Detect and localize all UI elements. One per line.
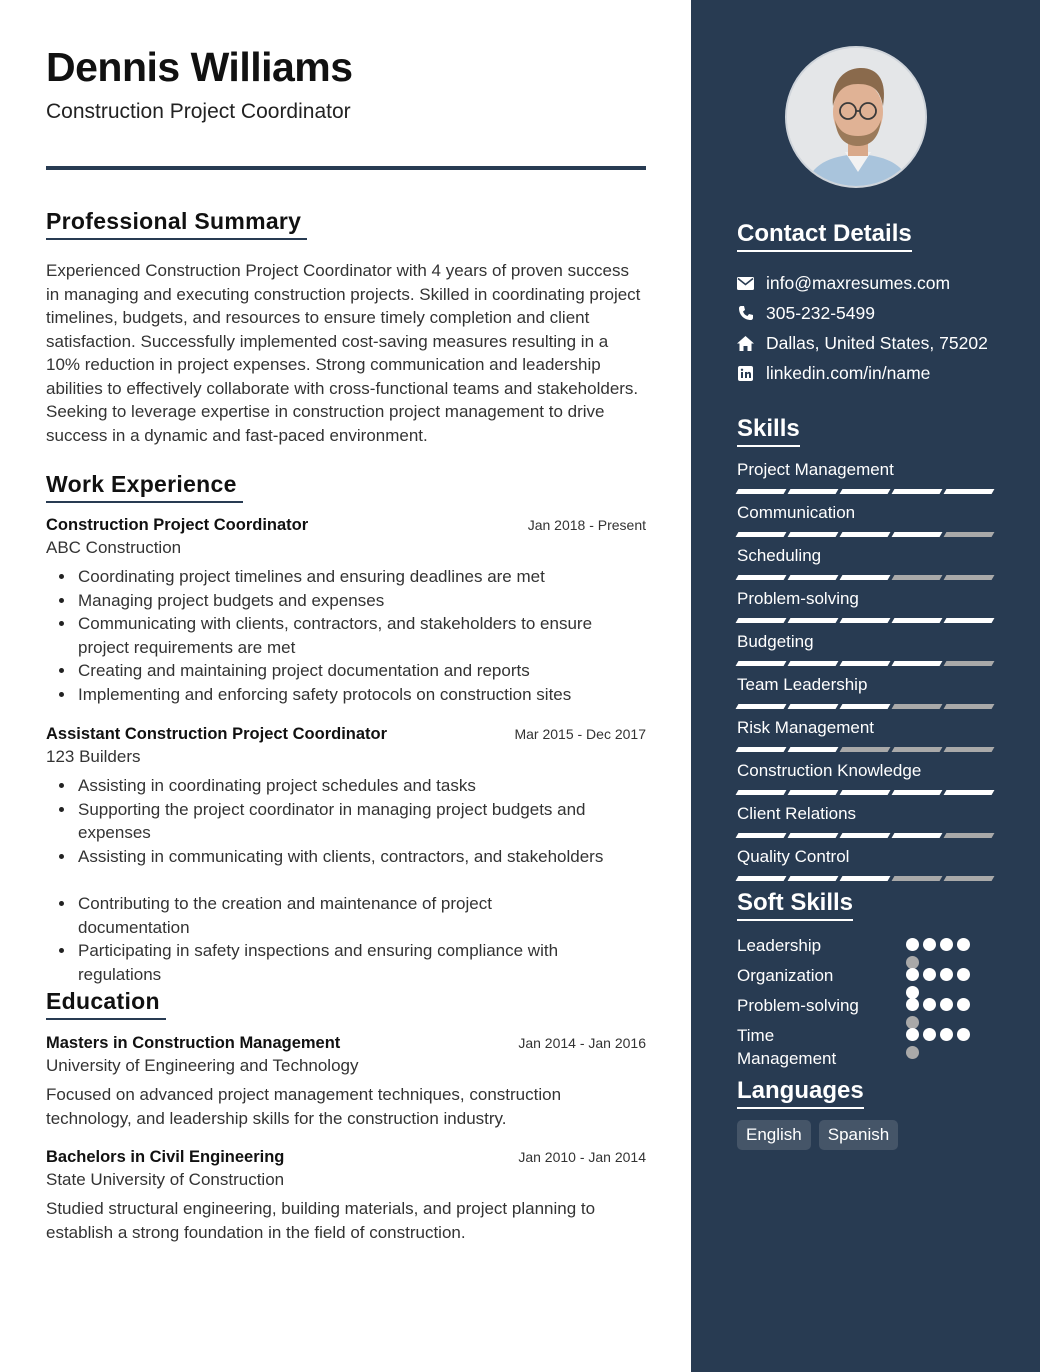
education-entry (46, 1034, 646, 1130)
list-item: Supporting the project coordinator in managing project budgets and expenses (46, 798, 646, 845)
candidate-name: Dennis Williams (46, 44, 353, 90)
soft-skill-name: Time Management (737, 1026, 837, 1068)
degree-title: Bachelors in Civil Engineering (46, 1148, 285, 1166)
skill-level-segment (944, 833, 995, 838)
skill-level-segment (788, 489, 839, 494)
skill-level-segment (892, 661, 943, 666)
skill-level-segment (840, 790, 891, 795)
skill-level-segment (840, 661, 891, 666)
rating-dot (940, 968, 953, 981)
phone-text: 305-232-5499 (766, 302, 875, 323)
skill-level-segment (788, 532, 839, 537)
skill-name: Quality Control (737, 847, 850, 866)
experience-heading: Work Experience (46, 471, 243, 503)
skill-level-segment (944, 790, 995, 795)
skill-name: Project Management (737, 460, 894, 479)
skill-level-segment (840, 747, 891, 752)
list-item: Assisting in coordinating project schedules and tasks (46, 774, 646, 798)
skill-level-segment (892, 876, 943, 881)
soft-skill-name: Leadership (737, 936, 822, 955)
degree-title: Masters in Construction Management (46, 1034, 341, 1052)
languages-list (737, 1120, 898, 1150)
rating-dot (906, 1028, 919, 1041)
address-text: Dallas, United States, 75202 (766, 332, 988, 353)
rating-dot (923, 998, 936, 1011)
skill-level-segment (892, 833, 943, 838)
skill-level-segment (892, 489, 943, 494)
education-entry (46, 1148, 646, 1244)
soft-skill-item (737, 934, 977, 957)
summary-text: Experienced Construction Project Coordinator with 4 years of proven success in managing and executing construction projects. Skilled in coordinating project timelines, budgets, and resources to ensure timely completion and client satisfaction. Successfully implemented cost-saving measures resulting in a 10% reduction in project expenses. Strong communication and leadership abilities to effectively collaborate with cross-functional teams and stakeholders. Seeking to leverage expertise in construction project management to drive success in a dynamic and fast-paced environment. (46, 261, 641, 445)
job-company: ABC Construction (46, 538, 182, 557)
skill-level-segment (944, 661, 995, 666)
skill-level-segment (944, 489, 995, 494)
skill-level-segment (788, 575, 839, 580)
contact-phone[interactable] (737, 298, 988, 328)
skill-level-segment (736, 575, 787, 580)
skill-item (737, 804, 993, 838)
home-icon (737, 335, 754, 352)
list-item: Assisting in communicating with clients, contractors, and stakeholders (46, 845, 646, 869)
skill-level-bar (737, 618, 993, 623)
rating-dot (940, 938, 953, 951)
skill-level-segment (892, 790, 943, 795)
skill-item (737, 589, 993, 623)
skill-item (737, 718, 993, 752)
rating-dot (906, 968, 919, 981)
job-entry (46, 516, 646, 706)
rating-dot (940, 998, 953, 1011)
contact-list (737, 268, 988, 388)
skill-level-segment (736, 661, 787, 666)
job-company: 123 Builders (46, 747, 141, 766)
skill-level-segment (736, 876, 787, 881)
skill-level-segment (788, 833, 839, 838)
skill-level-segment (892, 575, 943, 580)
contact-heading: Contact Details (737, 220, 912, 252)
skill-name: Client Relations (737, 804, 857, 823)
skill-level-segment (944, 704, 995, 709)
job-title: Assistant Construction Project Coordinator (46, 725, 388, 743)
soft-skill-item (737, 1024, 977, 1070)
skill-level-bar (737, 833, 993, 838)
rating-dot (957, 968, 970, 981)
email-text: info@maxresumes.com (766, 272, 951, 293)
skill-name: Construction Knowledge (737, 761, 922, 780)
rating-dot (957, 1028, 970, 1041)
skills-heading: Skills (737, 415, 800, 447)
skill-level-bar (737, 489, 993, 494)
job-bullets (46, 774, 646, 986)
skill-level-segment (840, 833, 891, 838)
candidate-role: Construction Project Coordinator (46, 100, 351, 123)
summary-heading: Professional Summary (46, 208, 307, 240)
skill-name: Scheduling (737, 546, 822, 565)
soft-skill-name: Problem-solving (737, 996, 859, 1015)
skill-level-segment (736, 747, 787, 752)
skill-level-segment (736, 618, 787, 623)
skill-item (737, 847, 993, 881)
skill-level-bar (737, 876, 993, 881)
rating-dot (957, 998, 970, 1011)
skill-level-segment (736, 833, 787, 838)
skill-level-segment (788, 790, 839, 795)
school-name: State University of Construction (46, 1170, 285, 1189)
skill-level-segment (788, 618, 839, 623)
skill-level-bar (737, 661, 993, 666)
rating-dot (923, 938, 936, 951)
skill-level-segment (944, 575, 995, 580)
contact-linkedin[interactable] (737, 358, 988, 388)
skill-level-segment (840, 575, 891, 580)
skill-level-segment (944, 532, 995, 537)
linkedin-icon (737, 365, 754, 382)
soft-skill-name: Organization (737, 966, 834, 985)
languages-heading: Languages (737, 1077, 864, 1109)
skill-level-segment (944, 876, 995, 881)
skill-level-segment (788, 661, 839, 666)
skill-name: Problem-solving (737, 589, 859, 608)
skill-level-segment (840, 489, 891, 494)
rating-dot (906, 938, 919, 951)
skill-item (737, 546, 993, 580)
job-entry (46, 725, 646, 986)
skill-level-segment (840, 532, 891, 537)
skill-level-bar (737, 575, 993, 580)
skill-level-bar (737, 532, 993, 537)
skill-item (737, 503, 993, 537)
rating-dot (923, 1028, 936, 1041)
job-title: Construction Project Coordinator (46, 516, 309, 534)
envelope-icon (737, 275, 754, 292)
skill-item (737, 675, 993, 709)
skill-level-segment (892, 704, 943, 709)
school-name: University of Engineering and Technology (46, 1056, 359, 1075)
rating-dot (940, 1028, 953, 1041)
skill-level-bar (737, 704, 993, 709)
list-item: Implementing and enforcing safety protocols on construction sites (46, 683, 646, 707)
skill-item (737, 761, 993, 795)
skill-name: Team Leadership (737, 675, 868, 694)
education-description: Focused on advanced project management techniques, construction technology, and leadership skills for the construction industry. (46, 1085, 562, 1128)
contact-email[interactable] (737, 268, 988, 298)
list-item: Managing project budgets and expenses (46, 589, 646, 613)
rating-dot (906, 1046, 919, 1059)
skill-level-segment (788, 704, 839, 709)
education-description: Studied structural engineering, building materials, and project planning to establish a strong foundation in the field of construction. (46, 1199, 596, 1242)
language-tag: Spanish (819, 1120, 898, 1150)
profile-photo (785, 46, 927, 188)
list-item: Coordinating project timelines and ensuring deadlines are met (46, 565, 646, 589)
education-date: Jan 2010 - Jan 2014 (518, 1149, 646, 1165)
soft-skill-item (737, 964, 977, 987)
rating-dot (923, 968, 936, 981)
rating-dot (957, 938, 970, 951)
skill-item (737, 460, 993, 494)
soft-skill-item (737, 994, 977, 1017)
skill-level-bar (737, 747, 993, 752)
skill-level-segment (944, 747, 995, 752)
skill-level-bar (737, 790, 993, 795)
skill-level-segment (736, 532, 787, 537)
skill-level-segment (892, 618, 943, 623)
job-bullets (46, 565, 646, 706)
contact-address (737, 328, 988, 358)
skill-level-segment (788, 747, 839, 752)
skill-name: Communication (737, 503, 856, 522)
skill-level-segment (892, 747, 943, 752)
language-tag: English (737, 1120, 811, 1150)
skill-level-segment (840, 618, 891, 623)
skill-level-segment (944, 618, 995, 623)
skill-level-segment (840, 876, 891, 881)
list-item: Creating and maintaining project documentation and reports (46, 659, 646, 683)
skill-level-segment (788, 876, 839, 881)
education-date: Jan 2014 - Jan 2016 (518, 1035, 646, 1051)
job-date: Jan 2018 - Present (527, 517, 646, 533)
list-item: Contributing to the creation and maintenance of project documentation (46, 892, 646, 939)
skill-level-segment (840, 704, 891, 709)
skill-level-segment (736, 790, 787, 795)
list-item: Participating in safety inspections and ensuring compliance with regulations (46, 939, 646, 986)
header-divider (46, 166, 646, 170)
soft-skills-heading: Soft Skills (737, 889, 853, 921)
job-date: Mar 2015 - Dec 2017 (514, 726, 646, 742)
soft-skill-rating (906, 1028, 978, 1059)
education-heading: Education (46, 988, 166, 1020)
skill-item (737, 632, 993, 666)
linkedin-text: linkedin.com/in/name (766, 362, 931, 383)
skill-level-segment (736, 489, 787, 494)
list-item: Communicating with clients, contractors, and stakeholders to ensure project requirements are met (46, 612, 646, 659)
rating-dot (906, 998, 919, 1011)
phone-icon (737, 305, 754, 322)
skill-name: Risk Management (737, 718, 875, 737)
skill-level-segment (736, 704, 787, 709)
skill-level-segment (892, 532, 943, 537)
skill-name: Budgeting (737, 632, 814, 651)
